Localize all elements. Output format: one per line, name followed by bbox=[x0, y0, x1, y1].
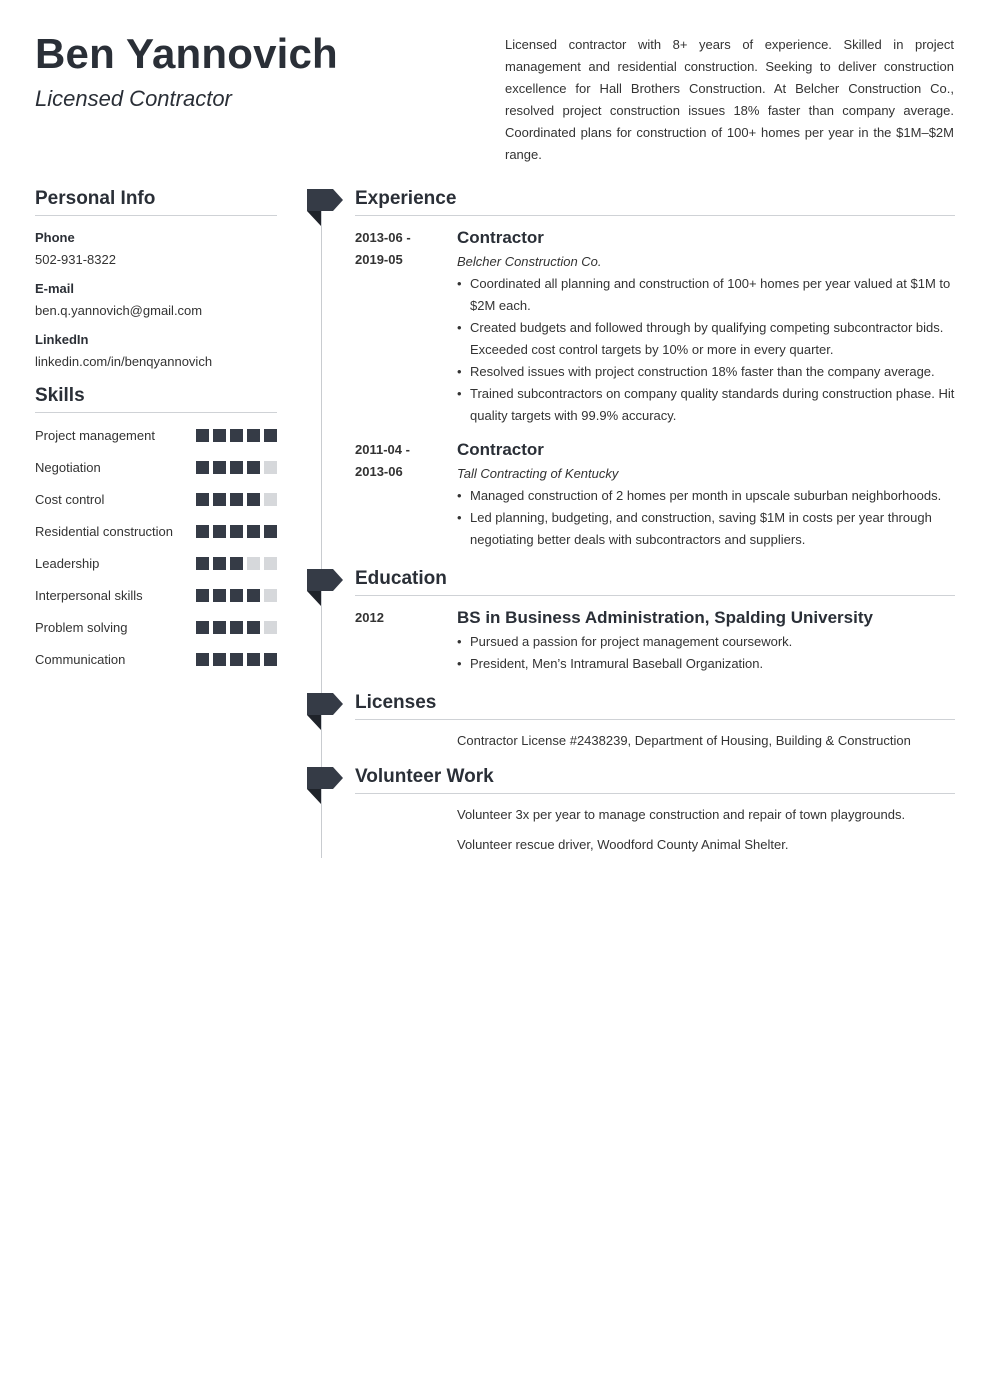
skill-dot bbox=[196, 621, 209, 634]
summary: Licensed contractor with 8+ years of experience. Skilled in project management and residential construction. Seeking to deliver construction excellence for Hall Brothers Construction. At Belcher Construction Co., resolved project construction issues 18% faster than company average. Coordinated plans for construction of 100+ homes per year in the $1M–$2M range. bbox=[505, 37, 954, 162]
personal-info-heading: Personal Info bbox=[35, 188, 277, 216]
skill-rating bbox=[196, 589, 277, 602]
education-bullets bbox=[457, 631, 955, 675]
licenses-heading: Licenses bbox=[355, 692, 955, 720]
job-date-end: 2019-05 bbox=[355, 252, 403, 267]
list-item: • President, Men’s Intramural Baseball Organization. bbox=[457, 653, 955, 675]
experience-heading: Experience bbox=[355, 188, 955, 216]
job-detail bbox=[457, 439, 955, 551]
skill-dot bbox=[213, 461, 226, 474]
list-item: • Coordinated all planning and construction of 100+ homes per year valued at $1M to $2M each. bbox=[457, 273, 955, 317]
job-detail bbox=[457, 227, 955, 427]
skill-dot bbox=[264, 493, 277, 506]
job-dates bbox=[355, 227, 457, 427]
license-text: Contractor License #2438239, Department of Housing, Building & Construction bbox=[457, 733, 911, 748]
skill-dot bbox=[247, 557, 260, 570]
skill-name: Cost control bbox=[35, 492, 105, 507]
skill-name: Residential construction bbox=[35, 524, 174, 539]
experience-flag-icon bbox=[307, 189, 343, 227]
linkedin-label: LinkedIn bbox=[35, 332, 89, 347]
education-detail bbox=[457, 607, 955, 675]
skill-name: Problem solving bbox=[35, 620, 128, 635]
skill-dot bbox=[196, 653, 209, 666]
phone-value: 502-931-8322 bbox=[35, 252, 116, 267]
skill-name: Project management bbox=[35, 428, 155, 443]
skill-dot bbox=[196, 525, 209, 538]
skill-rating bbox=[196, 429, 277, 442]
skill-dot bbox=[230, 621, 243, 634]
job-date-end: 2013-06 bbox=[355, 464, 403, 479]
skill-dot bbox=[247, 461, 260, 474]
job-entry bbox=[355, 439, 955, 551]
skill-rating bbox=[196, 461, 277, 474]
job-date-start: 2011-04 - bbox=[355, 442, 410, 457]
licenses-section bbox=[355, 692, 955, 752]
education-degree: BS in Business Administration, Spalding University bbox=[457, 608, 873, 627]
skill-dot bbox=[264, 557, 277, 570]
list-item: • Created budgets and followed through by qualifying competing subcontractor bids. Exceeded cost control targets by 10% or more in every quarter. bbox=[457, 317, 955, 361]
licenses-flag-icon bbox=[307, 693, 343, 731]
skill-dot bbox=[196, 557, 209, 570]
experience-section bbox=[355, 188, 955, 551]
job-bullets bbox=[457, 273, 955, 427]
skill-row bbox=[35, 650, 277, 669]
skill-dot bbox=[213, 429, 226, 442]
skill-dot bbox=[213, 525, 226, 538]
skill-dot bbox=[213, 621, 226, 634]
email-label: E-mail bbox=[35, 281, 75, 296]
skill-row bbox=[35, 458, 277, 477]
timeline-line bbox=[321, 208, 322, 858]
skill-name: Interpersonal skills bbox=[35, 588, 143, 603]
skills-heading: Skills bbox=[35, 385, 277, 413]
skill-dot bbox=[196, 461, 209, 474]
skill-dot bbox=[264, 621, 277, 634]
skill-row bbox=[35, 426, 277, 445]
education-heading: Education bbox=[355, 568, 955, 596]
skill-dot bbox=[264, 653, 277, 666]
skill-dot bbox=[247, 621, 260, 634]
skill-dot bbox=[247, 429, 260, 442]
skill-dot bbox=[230, 461, 243, 474]
skill-dot bbox=[196, 493, 209, 506]
skill-row bbox=[35, 490, 277, 509]
skill-dot bbox=[230, 493, 243, 506]
skill-dot bbox=[230, 589, 243, 602]
volunteer-heading: Volunteer Work bbox=[355, 766, 955, 794]
volunteer-item: Volunteer rescue driver, Woodford County Animal Shelter. bbox=[457, 837, 789, 852]
list-item: • Managed construction of 2 homes per month in upscale suburban neighborhoods. bbox=[457, 485, 955, 507]
education-year: 2012 bbox=[355, 610, 384, 625]
skill-dot bbox=[264, 525, 277, 538]
skill-dot bbox=[247, 493, 260, 506]
job-company: Tall Contracting of Kentucky bbox=[457, 466, 619, 481]
phone-label: Phone bbox=[35, 230, 75, 245]
skill-dot bbox=[196, 589, 209, 602]
skill-rating bbox=[196, 621, 277, 634]
list-item: • Trained subcontractors on company quality standards during construction phase. Hit quality targets with 99.9% accuracy. bbox=[457, 383, 955, 427]
skill-dot bbox=[213, 493, 226, 506]
job-role: Contractor bbox=[457, 440, 544, 459]
skill-row bbox=[35, 586, 277, 605]
skill-dot bbox=[247, 653, 260, 666]
skill-dot bbox=[230, 557, 243, 570]
education-section bbox=[355, 568, 955, 675]
job-title: Licensed Contractor bbox=[35, 86, 232, 111]
volunteer-flag-icon bbox=[307, 767, 343, 805]
job-entry bbox=[355, 227, 955, 427]
skill-dot bbox=[230, 653, 243, 666]
skill-row bbox=[35, 522, 277, 541]
job-role: Contractor bbox=[457, 228, 544, 247]
linkedin-value: linkedin.com/in/benqyannovich bbox=[35, 354, 213, 369]
skill-dot bbox=[264, 461, 277, 474]
skill-dot bbox=[230, 429, 243, 442]
skill-name: Leadership bbox=[35, 556, 100, 571]
list-item: • Led planning, budgeting, and construction, saving $1M in costs per year through negotiating better deals with subcontractors and suppliers. bbox=[457, 507, 955, 551]
skill-rating bbox=[196, 557, 277, 570]
skill-dot bbox=[213, 653, 226, 666]
job-date-start: 2013-06 - bbox=[355, 230, 411, 245]
skill-dot bbox=[264, 429, 277, 442]
skill-dot bbox=[230, 525, 243, 538]
skill-rating bbox=[196, 493, 277, 506]
skill-row bbox=[35, 554, 277, 573]
skill-dot bbox=[196, 429, 209, 442]
skills-list bbox=[35, 426, 277, 669]
job-bullets bbox=[457, 485, 955, 551]
list-item: • Pursued a passion for project management coursework. bbox=[457, 631, 955, 653]
email-value: ben.q.yannovich@gmail.com bbox=[35, 303, 203, 318]
skill-dot bbox=[247, 589, 260, 602]
skill-row bbox=[35, 618, 277, 637]
list-item: • Resolved issues with project construction 18% faster than the company average. bbox=[457, 361, 955, 383]
skill-rating bbox=[196, 653, 277, 666]
skill-rating bbox=[196, 525, 277, 538]
candidate-name: Ben Yannovich bbox=[35, 30, 338, 77]
skill-dot bbox=[213, 557, 226, 570]
job-company: Belcher Construction Co. bbox=[457, 254, 602, 269]
education-flag-icon bbox=[307, 569, 343, 607]
volunteer-item: Volunteer 3x per year to manage construction and repair of town playgrounds. bbox=[457, 807, 906, 822]
skill-dot bbox=[247, 525, 260, 538]
skill-dot bbox=[213, 589, 226, 602]
job-dates bbox=[355, 439, 457, 551]
left-column bbox=[35, 188, 277, 669]
education-entry bbox=[355, 607, 955, 675]
skill-dot bbox=[264, 589, 277, 602]
skill-name: Communication bbox=[35, 652, 126, 667]
volunteer-section bbox=[355, 766, 955, 856]
skill-name: Negotiation bbox=[35, 460, 101, 475]
